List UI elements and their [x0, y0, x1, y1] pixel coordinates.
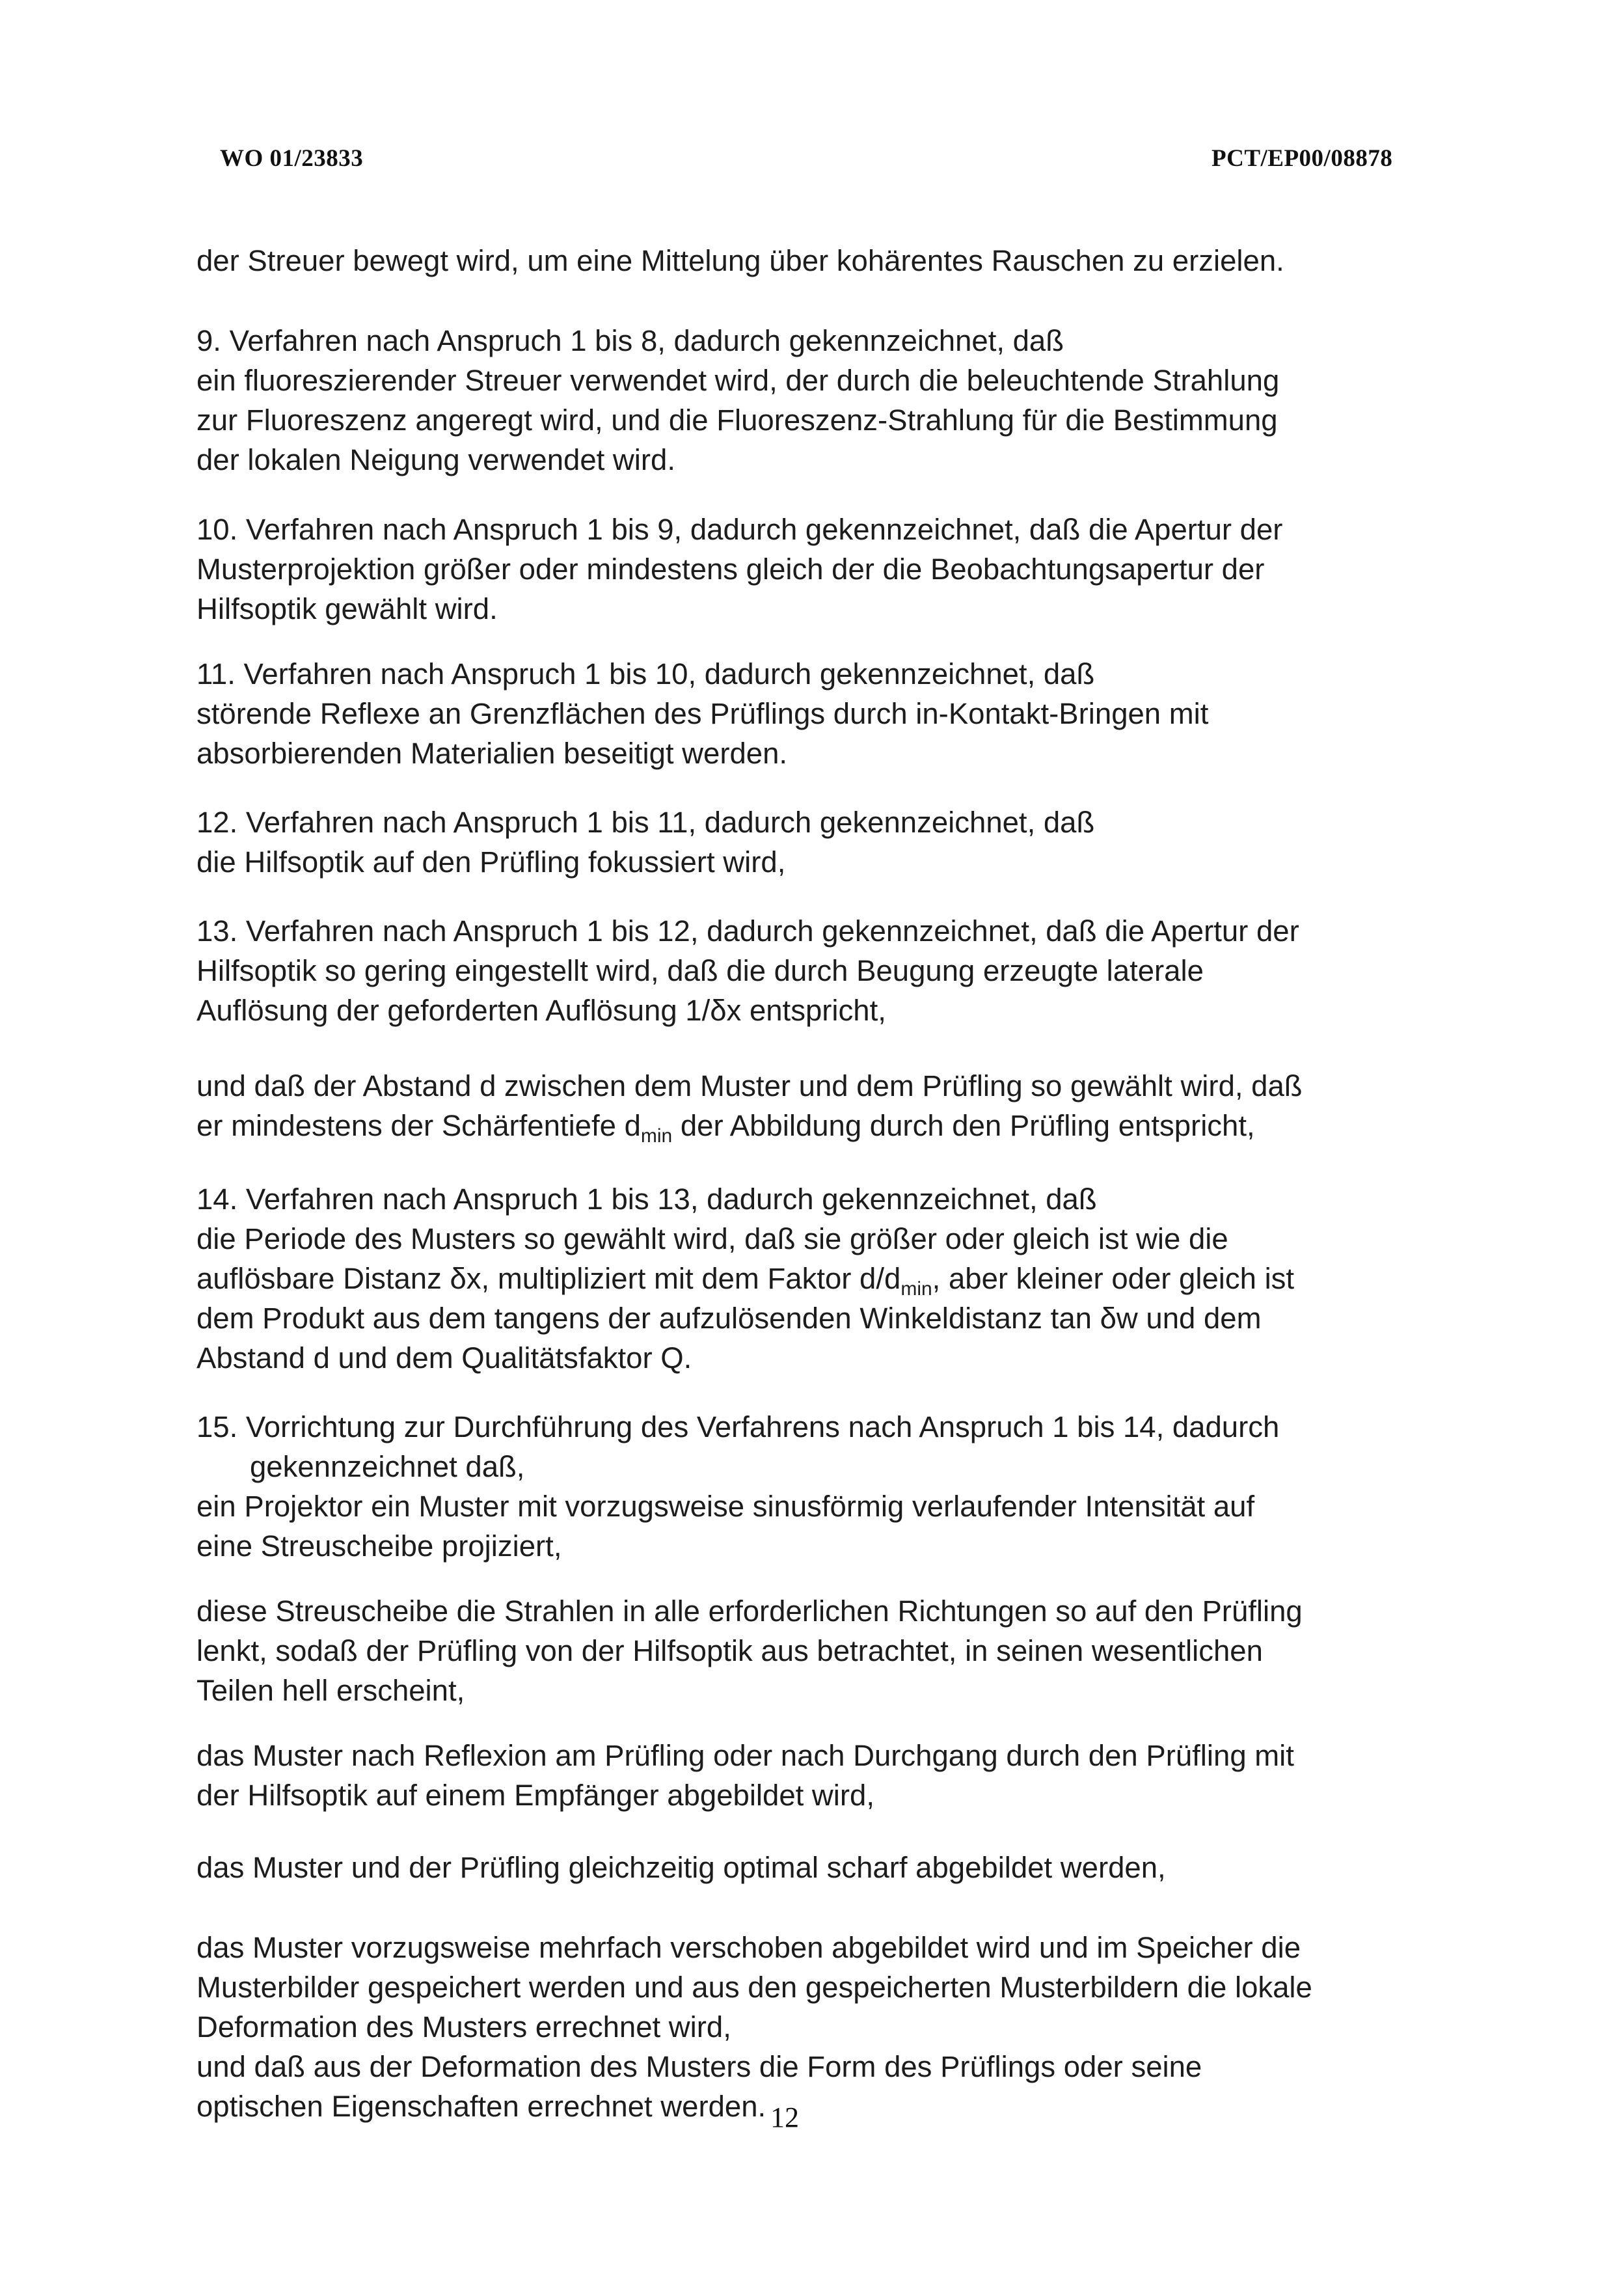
text-line: gekennzeichnet daß, — [250, 1450, 525, 1483]
text-line: 15. Vorrichtung zur Durchführung des Verfahrens nach Anspruch 1 bis 14, dadurch — [196, 1410, 1280, 1443]
subscript: min — [900, 1278, 932, 1300]
text-line: der lokalen Neigung verwendet wird. — [196, 443, 675, 476]
application-number: PCT/EP00/08878 — [1211, 145, 1393, 172]
text-line: 12. Verfahren nach Anspruch 1 bis 11, dadurch gekennzeichnet, daß — [196, 806, 1095, 839]
text-line: optischen Eigenschaften errechnet werden. — [196, 2090, 766, 2123]
text-line: die Hilfsoptik auf den Prüfling fokussiert wird, — [196, 845, 786, 879]
text-line: eine Streuscheibe projiziert, — [196, 1529, 562, 1563]
text-line: das Muster und der Prüfling gleichzeitig optimal scharf abgebildet werden, — [196, 1851, 1166, 1884]
text-line: Deformation des Musters errechnet wird, — [196, 2010, 731, 2044]
claim-15-paragraph — [196, 1848, 1465, 1887]
text-line — [196, 1106, 1465, 1145]
publication-number: WO 01/23833 — [220, 145, 364, 172]
paragraph-continuation — [196, 241, 1465, 280]
text-line: das Muster vorzugsweise mehrfach verschoben abgebildet wird und im Speicher die — [196, 1931, 1301, 1964]
text-line: Abstand d und dem Qualitätsfaktor Q. — [196, 1341, 692, 1374]
text-line: 10. Verfahren nach Anspruch 1 bis 9, dadurch gekennzeichnet, daß die Apertur der — [196, 513, 1283, 546]
text-line: und daß aus der Deformation des Musters die Form des Prüflings oder seine — [196, 2050, 1202, 2083]
text-line: ein Projektor ein Muster mit vorzugsweise sinusförmig verlaufender Intensität auf — [196, 1490, 1255, 1523]
claim-15 — [196, 1407, 1465, 1566]
text-line: absorbierenden Materialien beseitigt werden. — [196, 737, 788, 770]
claim-13 — [196, 911, 1465, 1030]
claim-11 — [196, 654, 1465, 773]
text-line: Hilfsoptik gewählt wird. — [196, 592, 498, 625]
text-segment: er mindestens der Schärfentiefe d — [196, 1109, 641, 1142]
text-line: die Periode des Musters so gewählt wird, daß sie größer oder gleich ist wie die — [196, 1222, 1228, 1255]
text-line — [196, 1259, 1465, 1298]
text-line: das Muster nach Reflexion am Prüfling oder nach Durchgang durch den Prüfling mit — [196, 1739, 1294, 1772]
claim-10 — [196, 510, 1465, 629]
text-line: zur Fluoreszenz angeregt wird, und die Fluoreszenz-Strahlung für die Bestimmung — [196, 403, 1278, 437]
claim-15-paragraph — [196, 1591, 1465, 1710]
text-segment: der Abbildung durch den Prüfling entspricht, — [672, 1109, 1255, 1142]
text-line: lenkt, sodaß der Prüfling von der Hilfsoptik aus betrachtet, in seinen wesentlichen — [196, 1634, 1263, 1667]
claim-12 — [196, 802, 1465, 882]
text-line: 11. Verfahren nach Anspruch 1 bis 10, dadurch gekennzeichnet, daß — [196, 657, 1095, 691]
text-line: und daß der Abstand d zwischen dem Muster und dem Prüfling so gewählt wird, daß — [196, 1069, 1303, 1102]
text-line: 13. Verfahren nach Anspruch 1 bis 12, dadurch gekennzeichnet, daß die Apertur der — [196, 914, 1299, 948]
text-line: Hilfsoptik so gering eingestellt wird, daß die durch Beugung erzeugte laterale — [196, 954, 1204, 987]
claim-15-paragraph — [196, 1928, 1465, 2126]
text-segment: auflösbare Distanz δx, multipliziert mit dem Faktor d/d — [196, 1262, 901, 1295]
text-line: der Hilfsoptik auf einem Empfänger abgebildet wird, — [196, 1779, 874, 1812]
claim-9 — [196, 321, 1465, 480]
text-line: Musterbilder gespeichert werden und aus den gespeicherten Musterbildern die lokale — [196, 1971, 1312, 2004]
text-line: störende Reflexe an Grenzflächen des Prüflings durch in-Kontakt-Bringen mit — [196, 697, 1209, 730]
text-line: Auflösung der geforderten Auflösung 1/δx entspricht, — [196, 994, 886, 1027]
text-line: der Streuer bewegt wird, um eine Mittelung über kohärentes Rauschen zu erzielen. — [196, 244, 1284, 277]
text-line: dem Produkt aus dem tangens der aufzulösenden Winkeldistanz tan δw und dem — [196, 1302, 1262, 1335]
claim-15-paragraph — [196, 1736, 1465, 1815]
text-line: 14. Verfahren nach Anspruch 1 bis 13, dadurch gekennzeichnet, daß — [196, 1183, 1097, 1216]
subscript: min — [640, 1125, 673, 1147]
claim-13-continuation — [196, 1066, 1465, 1145]
text-segment: , aber kleiner oder gleich ist — [932, 1262, 1295, 1295]
text-line: ein fluoreszierender Streuer verwendet wird, der durch die beleuchtende Strahlung — [196, 364, 1280, 397]
text-line: 9. Verfahren nach Anspruch 1 bis 8, dadurch gekennzeichnet, daß — [196, 324, 1064, 357]
claim-14 — [196, 1179, 1465, 1378]
text-line: diese Streuscheibe die Strahlen in alle erforderlichen Richtungen so auf den Prüfling — [196, 1594, 1303, 1628]
page-number: 12 — [770, 2101, 799, 2133]
text-line: Teilen hell erscheint, — [196, 1674, 465, 1707]
text-line: Musterprojektion größer oder mindestens gleich der die Beobachtungsapertur der — [196, 553, 1265, 586]
